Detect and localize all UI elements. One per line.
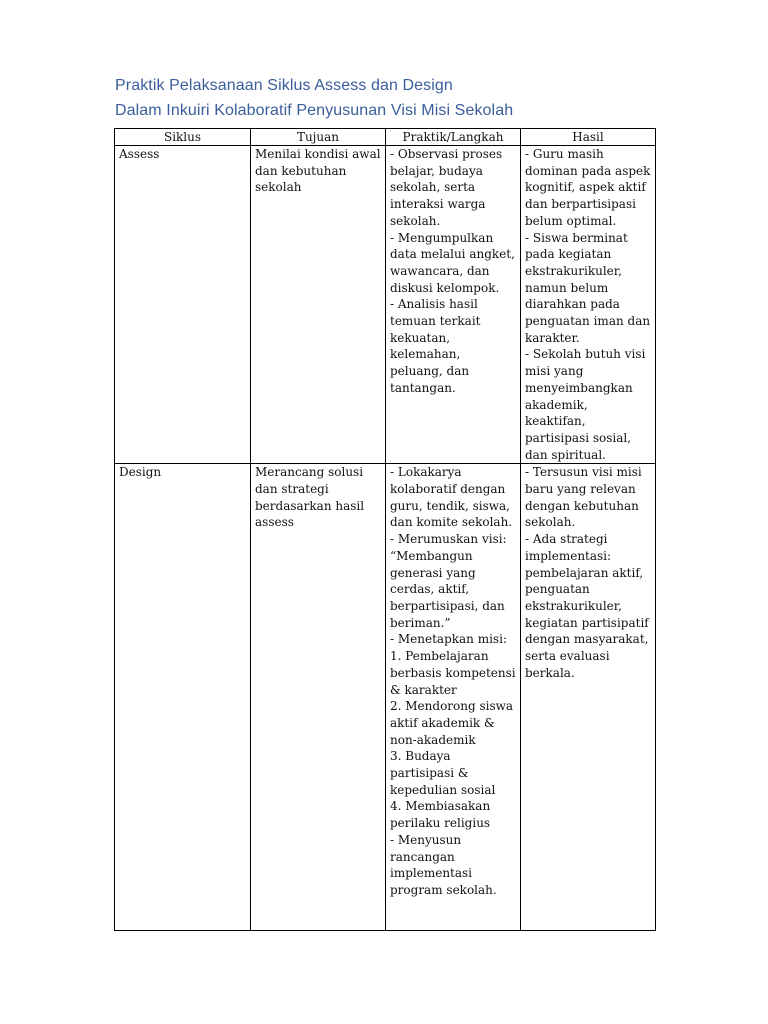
cycle-table	[114, 128, 656, 931]
table-row-assess	[115, 146, 656, 464]
header-tujuan: Tujuan	[251, 129, 386, 146]
header-hasil: Hasil	[521, 129, 656, 146]
cell-hasil: - Tersusun visi misi baru yang relevan dengan kebutuhan sekolah. - Ada strategi implementasi: pembelajaran aktif, penguatan ekstrakurikuler, kegiatan partisipatif dengan masyarakat, serta evaluasi berkala.	[521, 464, 656, 931]
header-praktik-langkah: Praktik/Langkah	[386, 129, 521, 146]
cell-siklus: Design	[115, 464, 251, 931]
cell-tujuan: Merancang solusi dan strategi berdasarkan hasil assess	[251, 464, 386, 931]
cell-praktik: - Lokakarya kolaboratif dengan guru, tendik, siswa, dan komite sekolah. - Merumuskan visi: “Membangun generasi yang cerdas, aktif, berpartisipasi, dan beriman.” - Menetapkan misi: 1. Pembelajaran berbasis kompetensi & karakter 2. Mendorong siswa aktif akademik & non-akademik 3. Budaya partisipasi & kepedulian sosial 4. Membiasakan perilaku religius - Menyusun rancangan implementasi program sekolah.	[386, 464, 521, 931]
header-siklus: Siklus	[115, 129, 251, 146]
cell-praktik: - Observasi proses belajar, budaya sekolah, serta interaksi warga sekolah. - Mengumpulkan data melalui angket, wawancara, dan diskusi kelompok. - Analisis hasil temuan terkait kekuatan, kelemahan, peluang, dan tantangan.	[386, 146, 521, 464]
cell-hasil: - Guru masih dominan pada aspek kognitif, aspek aktif dan berpartisipasi belum optimal. - Siswa berminat pada kegiatan ekstrakurikuler, namun belum diarahkan pada penguatan iman dan karakter. - Sekolah butuh visi misi yang menyeimbangkan akademik, keaktifan, partisipasi sosial, dan spiritual.	[521, 146, 656, 464]
document-title-line-2: Dalam Inkuiri Kolaboratif Penyusunan Visi Misi Sekolah	[115, 102, 514, 119]
cell-siklus: Assess	[115, 146, 251, 464]
table-row-design	[115, 464, 656, 931]
document-title-line-1: Praktik Pelaksanaan Siklus Assess dan Design	[115, 77, 453, 94]
cell-tujuan: Menilai kondisi awal dan kebutuhan sekolah	[251, 146, 386, 464]
table-header-row	[115, 129, 656, 146]
